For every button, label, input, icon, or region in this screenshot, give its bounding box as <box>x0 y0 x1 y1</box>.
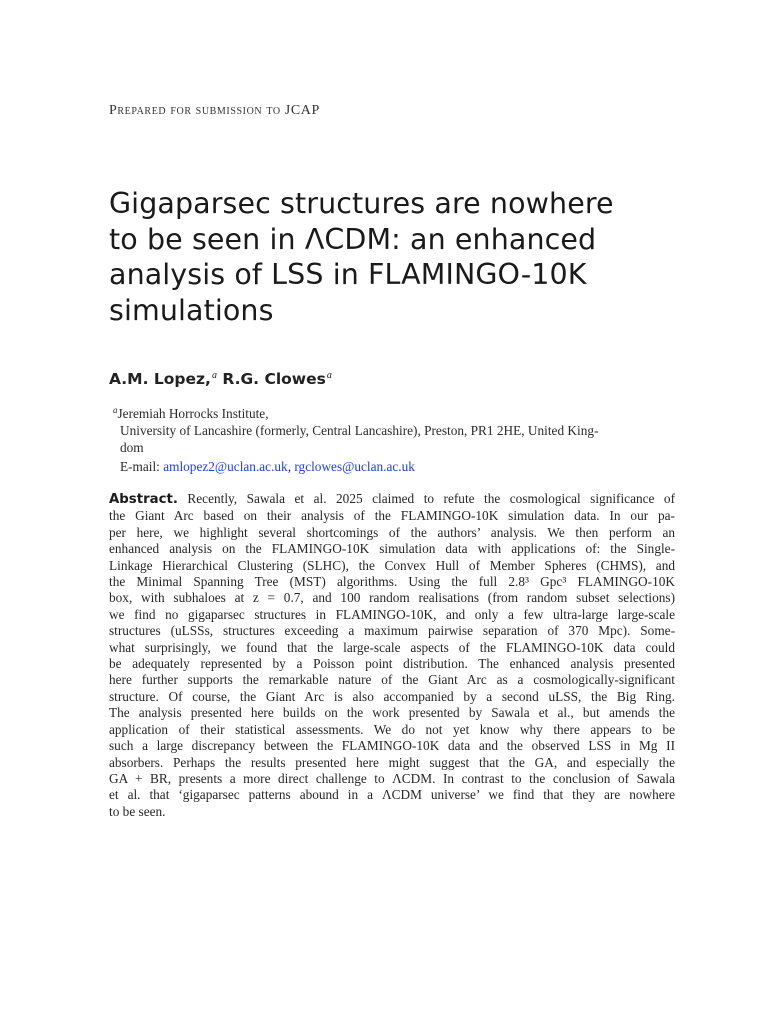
abstract-line: Linkage Hierarchical Clustering (SLHC), the Convex Hull of Member Spheres (CHMS), and <box>109 557 675 573</box>
abstract-line: we find no gigaparsec structures in FLAMINGO-10K, and only a few ultra-large large-scale <box>109 606 675 622</box>
affiliation-line: dom <box>120 440 144 455</box>
paper-title <box>109 186 689 328</box>
author-name: A.M. Lopez, <box>109 370 211 388</box>
abstract-line: the Giant Arc based on their analysis of the FLAMINGO-10K simulation data. In our pa- <box>109 508 675 524</box>
abstract-label: Abstract. <box>109 492 178 507</box>
abstract-line <box>109 491 675 508</box>
affiliation-line <box>113 402 683 422</box>
affiliation-mark: a <box>326 370 332 381</box>
email-link-clowes[interactable]: rgclowes@uclan.ac.uk <box>294 459 415 474</box>
affiliation-institute: Jeremiah Horrocks Institute, <box>117 406 269 421</box>
abstract-line: the Minimal Spanning Tree (MST) algorithms. Using the full 2.8³ Gpc³ FLAMINGO-10K <box>109 574 675 590</box>
abstract-line: The analysis presented here builds on the work presented by Sawala et al., but amends the <box>109 705 675 721</box>
abstract-line: structure. Of course, the Giant Arc is also accompanied by a second uLSS, the Big Ring. <box>109 688 675 704</box>
affiliation-mark: a <box>211 370 217 381</box>
title-line: analysis of LSS in FLAMINGO-10K <box>109 258 587 291</box>
author-name: R.G. Clowes <box>222 370 326 388</box>
abstract-line: here further supports the remarkable nature of the Giant Arc as a cosmologically-significant <box>109 672 675 688</box>
abstract-line: et al. that ‘gigaparsec patterns abound in a ΛCDM universe’ we find that they are nowhere <box>109 787 675 803</box>
email-separator: , <box>287 459 292 474</box>
abstract-line: structures (uLSSs, structures exceeding a maximum pairwise separation of 370 Mpc). Some- <box>109 623 675 639</box>
abstract-block <box>109 491 675 820</box>
abstract-line: application of their statistical assessments. We do not yet know why there appears to be <box>109 721 675 737</box>
email-line <box>120 459 415 475</box>
abstract-line: GA + BR, presents a more direct challenge to ΛCDM. In contrast to the conclusion of Sawala <box>109 770 675 786</box>
journal-preparation-note: Prepared for submission to JCAP <box>109 103 320 118</box>
abstract-line: box, with subhaloes at z = 0.7, and 100 random realisations (from random subset selections) <box>109 590 675 606</box>
affiliation-line: University of Lancashire (formerly, Central Lancashire), Preston, PR1 2HE, United King- <box>120 423 599 438</box>
email-label: E-mail: <box>120 459 160 474</box>
title-line: Gigaparsec structures are nowhere <box>109 187 614 220</box>
author-list <box>109 370 332 388</box>
abstract-line: to be seen. <box>109 803 166 819</box>
affiliation-block <box>113 402 683 456</box>
abstract-text: Recently, Sawala et al. 2025 claimed to refute the cosmological significance of <box>187 491 675 506</box>
abstract-line: be adequately represented by a Poisson point distribution. The enhanced analysis presented <box>109 656 675 672</box>
abstract-line: enhanced analysis on the FLAMINGO-10K simulation data with applications of: the Single- <box>109 541 675 557</box>
email-link-lopez[interactable]: amlopez2@uclan.ac.uk <box>163 459 288 474</box>
abstract-line: per here, we highlight several shortcomings of the authors’ analysis. We then perform an <box>109 524 675 540</box>
abstract-line: what surprisingly, we found that the large-scale aspects of the FLAMINGO-10K data could <box>109 639 675 655</box>
title-line: to be seen in ΛCDM: an enhanced <box>109 222 597 256</box>
abstract-line: absorbers. Perhaps the results presented here might suggest that the GA, and especially the <box>109 754 675 770</box>
abstract-line: such a large discrepancy between the FLAMINGO-10K data and the observed LSS in Mg II <box>109 738 675 754</box>
affiliation-mark: a <box>113 405 118 415</box>
title-line: simulations <box>109 293 274 327</box>
